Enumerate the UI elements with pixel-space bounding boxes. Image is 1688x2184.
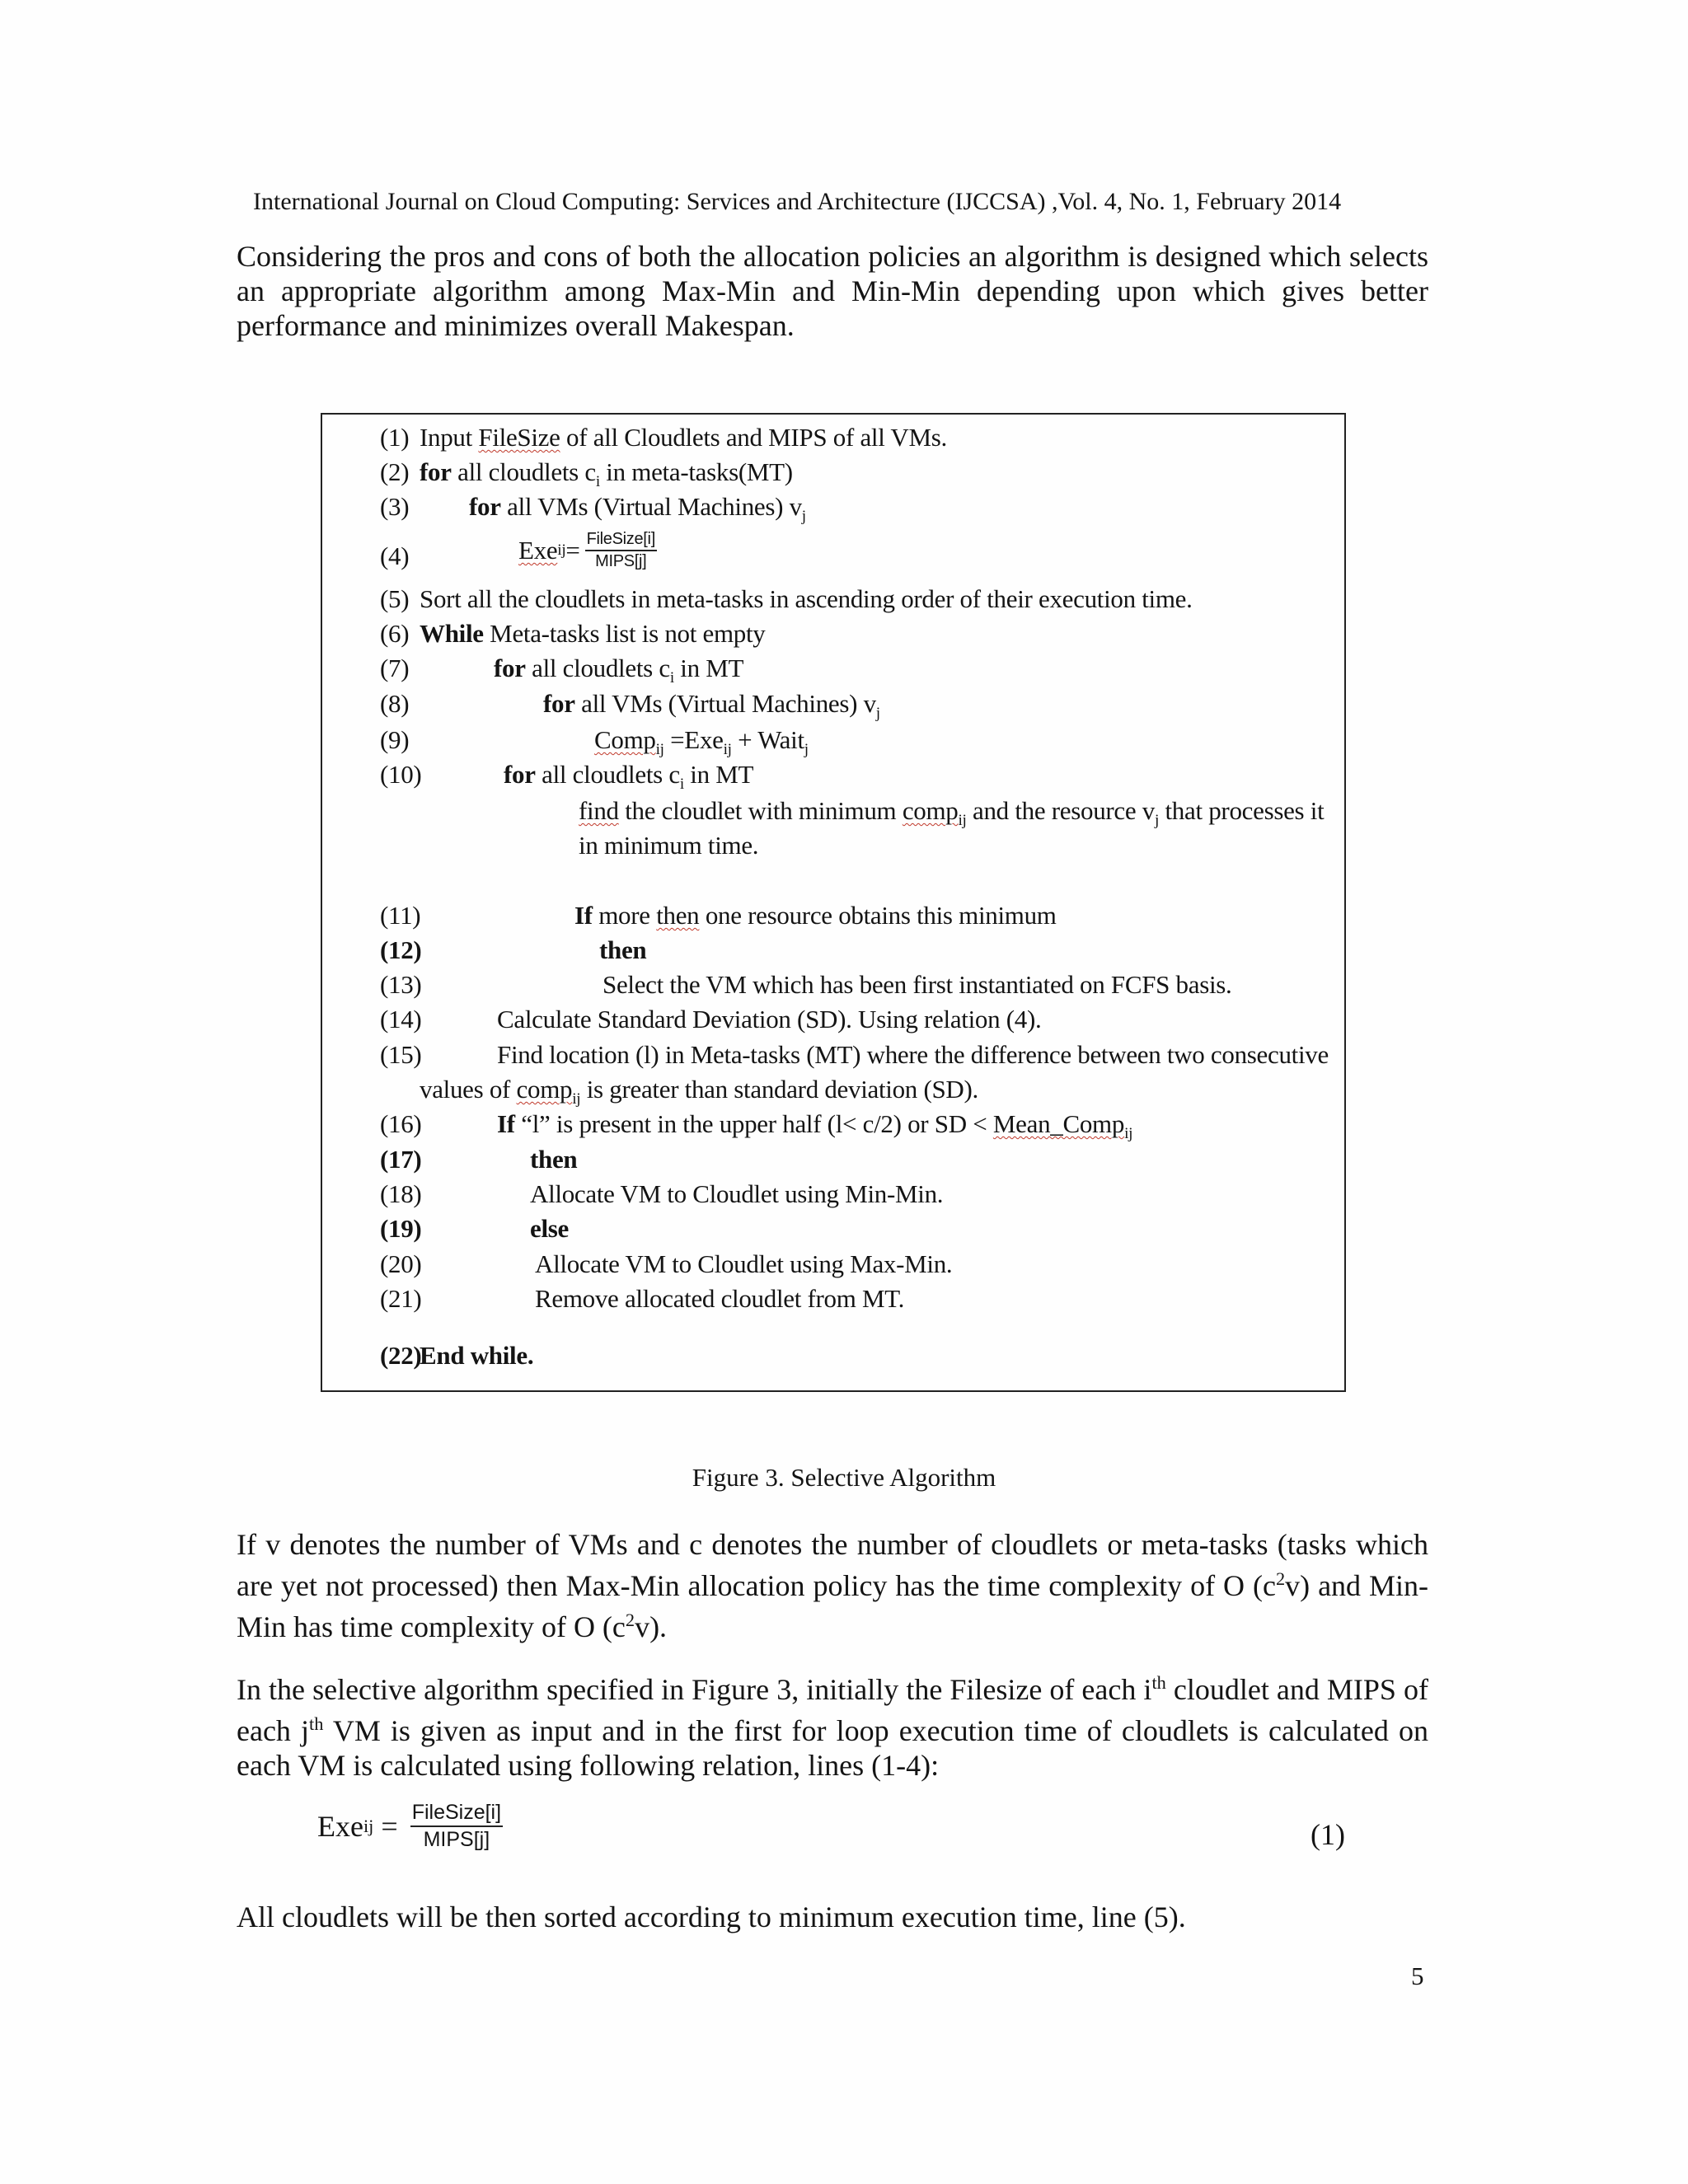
subscript: j [875, 705, 880, 723]
subscript: ij [557, 541, 566, 559]
line-text: all VMs (Virtual Machines) v [574, 689, 876, 718]
line-text: Input [420, 423, 479, 452]
line-text: “l” is present in the upper half (l< c/2) or SD < [514, 1109, 993, 1138]
equation-1 [317, 1801, 503, 1852]
intro-paragraph: Considering the pros and cons of both the allocation policies an algorithm is designed which selects an appropriate algorithm among Max-Min and Min-Min depending upon which gives better performance and minimizes overall Makespan. [237, 240, 1428, 342]
line-number: (6) [380, 619, 410, 648]
line-number: (12) [380, 935, 422, 964]
figure-caption: Figure 3. Selective Algorithm [692, 1463, 996, 1492]
denominator: MIPS[j] [423, 1828, 490, 1851]
line-text: of all Cloudlets and MIPS of all VMs. [560, 423, 947, 452]
line-number: (14) [380, 1005, 422, 1033]
subscript: i [679, 776, 684, 794]
line-number: (16) [380, 1109, 422, 1138]
keyword: for [494, 654, 526, 682]
line-text: Find location (l) in Meta-tasks (MT) where the difference between two consecutive [497, 1040, 1329, 1069]
keyword: for [420, 457, 452, 486]
numerator: FileSize[i] [410, 1801, 503, 1827]
sort-paragraph: All cloudlets will be then sorted according to minimum execution time, line (5). [237, 1900, 1186, 1933]
line-text: is greater than standard deviation (SD). [580, 1075, 978, 1104]
line-text: Comp [594, 725, 656, 754]
equals-sign: = [373, 1810, 406, 1843]
line-number: (5) [380, 584, 410, 613]
line-text: comp [516, 1075, 573, 1104]
line-number: (19) [380, 1214, 422, 1243]
line-text: the cloudlet with minimum [618, 796, 903, 825]
subscript: ij [958, 812, 967, 830]
line-text: more [592, 901, 657, 930]
subscript: ij [363, 1816, 374, 1836]
line-number: (15) [380, 1040, 422, 1069]
keyword: for [504, 760, 536, 789]
line-text: all cloudlets c [535, 760, 680, 789]
line-text: values of [420, 1075, 517, 1104]
line-text: find [579, 796, 619, 825]
line-text: FileSize [478, 423, 560, 452]
line-number: (1) [380, 423, 410, 452]
paragraph-text: v) and Min-Min has time complexity of O (c [237, 1569, 1428, 1643]
superscript: 2 [1275, 1568, 1286, 1589]
keyword: for [543, 689, 575, 718]
subscript: j [801, 508, 806, 526]
line-text: Mean_Comp [992, 1109, 1125, 1138]
description-paragraph [237, 1666, 1428, 1783]
subscript: ij [572, 1090, 581, 1108]
line-text: all VMs (Virtual Machines) v [500, 492, 802, 521]
line-number: (4) [380, 541, 410, 570]
superscript: th [1151, 1672, 1166, 1693]
line-text: in MT [683, 760, 754, 789]
subscript: j [1155, 812, 1160, 830]
line-text: Remove allocated cloudlet from MT. [535, 1284, 905, 1313]
line-text: + Wait [731, 725, 804, 754]
line-text: one resource obtains this minimum [699, 901, 1057, 930]
exe-symbol: Exe [518, 536, 558, 565]
line-text: Allocate VM to Cloudlet using Min-Min. [530, 1179, 944, 1208]
superscript: 2 [625, 1610, 635, 1630]
superscript: th [309, 1713, 324, 1734]
paragraph-text: cloudlet and MIPS of each j [237, 1673, 1428, 1747]
paragraph-text: VM is given as input and in the first for loop execution time of cloudlets is calculated on each VM is calculated using following relation, lines (1-4): [237, 1714, 1428, 1782]
exe-symbol: Exe [317, 1810, 363, 1843]
subscript: ij [1124, 1125, 1133, 1143]
line-text: then [656, 901, 700, 930]
keyword: If [574, 901, 593, 930]
subscript: i [595, 473, 600, 491]
line-text: in MT [673, 654, 744, 682]
keyword: While [420, 619, 484, 648]
line-number: (10) [380, 760, 422, 789]
line-text: and the resource v [966, 796, 1155, 825]
equation-number: (1) [1311, 1818, 1345, 1851]
line-number: (13) [380, 970, 422, 999]
keyword: for [469, 492, 501, 521]
line-number: (3) [380, 492, 410, 521]
line-number: (18) [380, 1179, 422, 1208]
running-header: International Journal on Cloud Computing: Services and Architecture (IJCCSA) ,Vol. 4, No. 1, February 2014 [253, 188, 1342, 215]
line-text: Sort all the cloudlets in meta-tasks in ascending order of their execution time. [420, 584, 1193, 613]
line-number: (2) [380, 457, 410, 486]
algorithm-figure [321, 413, 1346, 1392]
keyword: else [530, 1214, 569, 1243]
line-text: all cloudlets c [451, 457, 596, 486]
complexity-paragraph [237, 1527, 1428, 1644]
line-text: Allocate VM to Cloudlet using Max-Min. [535, 1249, 953, 1278]
paragraph-text: v). [635, 1610, 668, 1643]
numerator: FileSize[i] [585, 530, 657, 551]
line-text: that processes it [1159, 796, 1325, 825]
line-number: (20) [380, 1249, 422, 1278]
line-text: comp [902, 796, 959, 825]
line-number: (17) [380, 1145, 422, 1174]
line-number: (7) [380, 654, 410, 682]
keyword: If [497, 1109, 515, 1138]
keyword: End while. [420, 1341, 534, 1370]
paragraph-text: If v denotes the number of VMs and c denotes the number of cloudlets or meta-tasks (tasks which are yet not processed) then Max-Min allocation policy has the time complexity of O (c [237, 1528, 1428, 1602]
line-text: Calculate Standard Deviation (SD). Using relation (4). [497, 1005, 1042, 1033]
subscript: j [804, 741, 809, 759]
keyword: then [599, 935, 647, 964]
subscript: i [669, 669, 674, 687]
line-text: in minimum time. [579, 831, 759, 860]
subscript: ij [655, 741, 664, 759]
line-number: (22) [380, 1341, 422, 1370]
line-text: =Exe [663, 725, 724, 754]
page-number: 5 [1411, 1961, 1424, 1990]
subscript: ij [723, 741, 732, 759]
equals-sign: = [565, 536, 580, 565]
line-number: (8) [380, 689, 410, 718]
line-number: (9) [380, 725, 410, 754]
paragraph-text: In the selective algorithm specified in Figure 3, initially the Filesize of each i [237, 1673, 1152, 1706]
line-text: all cloudlets c [525, 654, 670, 682]
keyword: then [530, 1145, 578, 1174]
fraction [585, 530, 657, 571]
line-text: in meta-tasks(MT) [599, 457, 793, 486]
line-text: Meta-tasks list is not empty [483, 619, 766, 648]
line-text: Select the VM which has been first instantiated on FCFS basis. [603, 970, 1232, 999]
line-number: (21) [380, 1284, 422, 1313]
denominator: MIPS[j] [595, 552, 647, 570]
fraction [410, 1801, 503, 1852]
line-number: (11) [380, 901, 421, 930]
